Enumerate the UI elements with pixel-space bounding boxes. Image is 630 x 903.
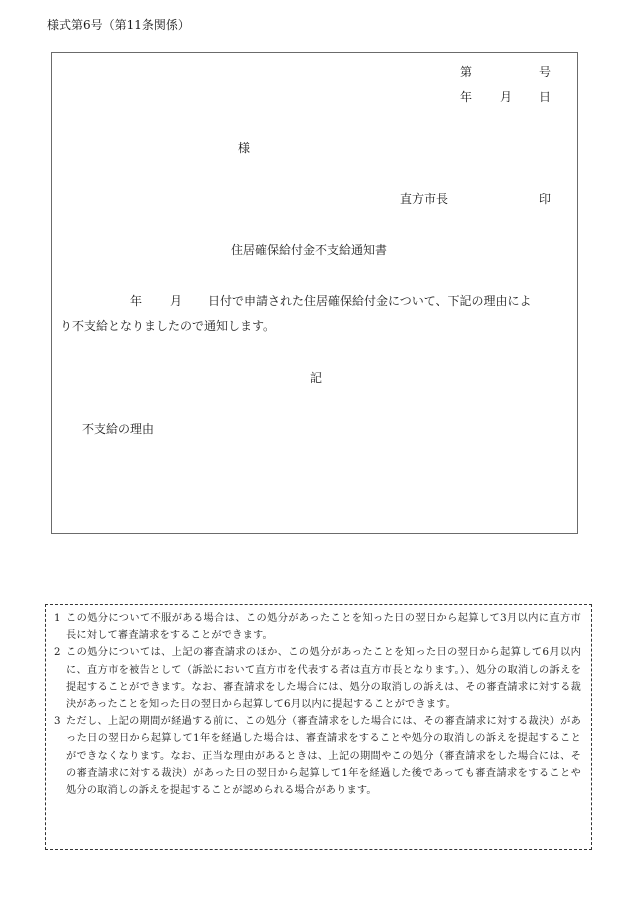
issuer-mayor: 直方市長	[400, 192, 449, 206]
note-number: 1	[54, 613, 61, 624]
issuer-seal: 印	[539, 192, 552, 206]
body-text-line-1: 日付で申請された住居確保給付金について、下記の理由によ	[208, 294, 532, 308]
note-item	[46, 644, 591, 713]
appeal-notes	[45, 604, 592, 850]
date-month: 月	[500, 90, 513, 104]
form-number-label: 様式第6号（第11条関係）	[47, 18, 190, 32]
notice-document	[51, 52, 578, 534]
date-day: 日	[539, 90, 552, 104]
note-text: この処分については、上記の審査請求のほか、この処分があったことを知った日の翌日から起算して6月以内に、直方市を被告として（訴訟において直方市を代表する者は直方市長となります。）、処分の取消しの訴えを提起することができます。なお、審査請求をした場合には、処分の取消しの訴えは、その審査請求に対する裁決があったことを知った日の翌日から起算して6月以内に提起することができます。	[66, 647, 581, 711]
reason-label: 不支給の理由	[82, 422, 155, 436]
note-item	[46, 610, 591, 644]
note-number: 3	[54, 716, 61, 728]
note-number: 2	[54, 647, 61, 659]
document-title: 住居確保給付金不支給通知書	[231, 243, 388, 257]
body-text-line-2: り不支給となりましたので通知します。	[60, 319, 276, 333]
ki-heading: 記	[310, 371, 323, 385]
body-application-year: 年	[130, 294, 143, 308]
number-prefix: 第	[460, 65, 473, 79]
number-suffix: 号	[539, 65, 552, 79]
note-text: ただし、上記の期間が経過する前に、この処分（審査請求をした場合には、その審査請求に対する裁決）があった日の翌日から起算して1年を経過した場合は、審査請求をすることや処分の取消しの訴えを提起することができなくなります。なお、正当な理由があるときは、上記の期間やこの処分（審査請求をした場合には、その審査請求に対する裁決）があった日の翌日から起算して1年を経過した後であっても審査請求をすることや処分の取消しの訴えを提起することが認められる場合があります。	[66, 716, 581, 797]
body-application-month: 月	[170, 294, 183, 308]
addressee-honorific: 様	[238, 141, 251, 155]
note-text: この処分について不服がある場合は、この処分があったことを知った日の翌日から起算して3月以内に直方市長に対して審査請求をすることができます。	[66, 613, 581, 642]
note-item	[46, 713, 591, 799]
date-year: 年	[460, 90, 473, 104]
